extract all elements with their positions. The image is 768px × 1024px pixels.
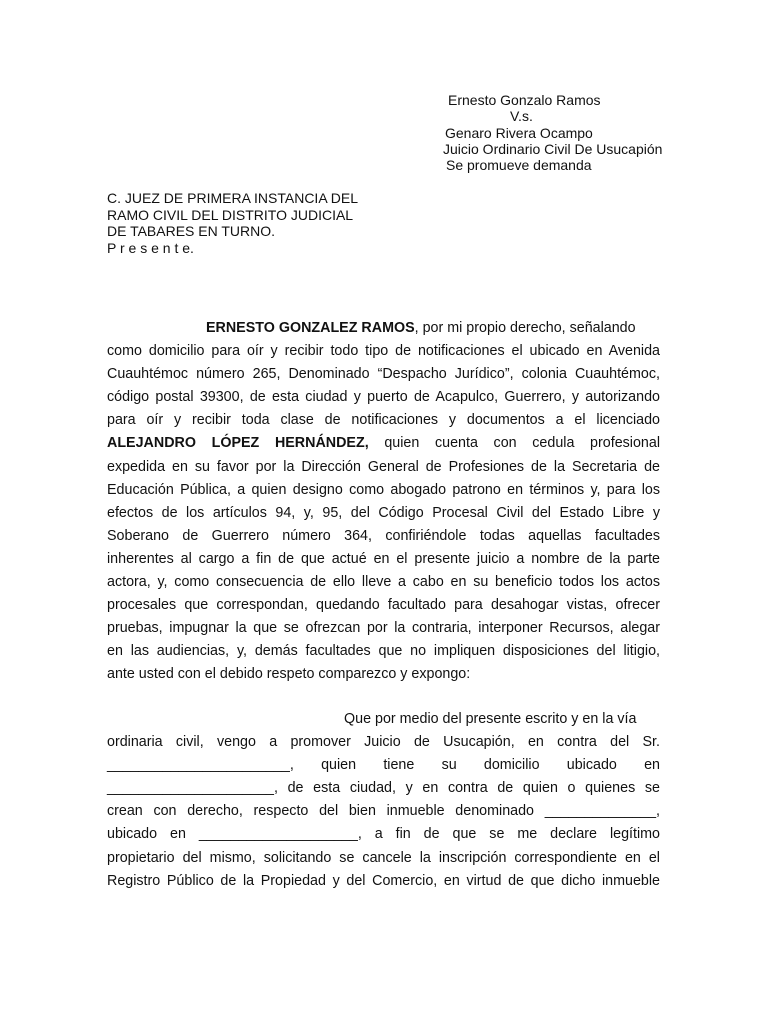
plaintiff-name: Ernesto Gonzalo Ramos: [448, 92, 601, 108]
case-type: Juicio Ordinario Civil De Usucapión: [443, 141, 663, 157]
paragraph-line: efectos de los artículos 94, y, 95, del Código Procesal Civil del Estado Libre y: [107, 504, 660, 521]
addressee-line: DE TABARES EN TURNO.: [107, 223, 276, 239]
paragraph-line: Soberano de Guerrero número 364, confiriéndole todas aquellas facultades: [107, 527, 660, 544]
paragraph-line: Educación Pública, a quien designo como abogado patrono en términos y, para los: [107, 481, 660, 498]
paragraph-line: propietario del mismo, solicitando se cancele la inscripción correspondiente en el: [107, 849, 660, 866]
case-caption-action: [446, 157, 592, 174]
paragraph-line: inherentes al cargo a fin de que actué en el presente juicio a nombre de la parte: [107, 550, 660, 567]
paragraph-line: ALEJANDRO LÓPEZ HERNÁNDEZ, quien cuenta con cedula profesional: [107, 435, 660, 452]
addressee-block: [107, 190, 358, 256]
case-caption-versus: [510, 108, 533, 125]
paragraph-line: pruebas, impugnar la que se ofrezcan por la contraria, interponer Recursos, alegar: [107, 620, 660, 637]
case-caption-defendant: [445, 125, 593, 142]
paragraph-line: expedida en su favor por la Dirección General de Profesiones de la Secretaria de: [107, 458, 660, 475]
case-caption-type: [443, 141, 662, 158]
paragraph-line: código postal 39300, de esta ciudad y puerto de Acapulco, Guerrero, y autorizando: [107, 389, 660, 406]
paragraph-line: procesales que correspondan, quedando facultado para desahogar vistas, ofrecer: [107, 597, 660, 614]
case-action: Se promueve demanda: [446, 157, 592, 173]
paragraph-line: Registro Público de la Propiedad y del Comercio, en virtud de que dicho inmueble: [107, 872, 660, 889]
paragraph-line: para oír y recibir toda clase de notificaciones y documentos a el licenciado: [107, 412, 660, 429]
addressee-line: RAMO CIVIL DEL DISTRITO JUDICIAL: [107, 206, 354, 223]
paragraph-line: Cuauhtémoc número 265, Denominado “Despacho Jurídico”, colonia Cuauhtémoc,: [107, 366, 660, 383]
paragraph-line: Que por medio del presente escrito y en la vía: [344, 711, 637, 727]
paragraph-line: ordinaria civil, vengo a promover Juicio de Usucapión, en contra del Sr.: [107, 734, 660, 751]
lawyer-bold-name: ALEJANDRO LÓPEZ HERNÁNDEZ,: [107, 435, 369, 452]
addressee-line: C. JUEZ DE PRIMERA INSTANCIA DEL: [107, 190, 359, 206]
case-caption-parties: [448, 92, 601, 109]
paragraph-line: _______________________, quien tiene su domicilio ubicado en: [107, 757, 660, 774]
paragraph-line: _____________________, de esta ciudad, y en contra de quien o quienes se: [107, 780, 660, 797]
paragraph-line: como domicilio para oír y recibir todo tipo de notificaciones el ubicado en Avenida: [107, 343, 660, 360]
versus-label: V.s.: [510, 108, 533, 124]
paragraph-claim: [107, 708, 660, 893]
paragraph-line: ERNESTO GONZALEZ RAMOS, por mi propio derecho, señalando: [206, 320, 636, 336]
addressee-presente: P r e s e n t e.: [107, 239, 194, 256]
paragraph-appearance: [107, 317, 660, 687]
paragraph-line: actora, y, como consecuencia de ello lleve a cabo en su beneficio todos los actos: [107, 574, 660, 591]
plaintiff-bold-name: ERNESTO GONZALEZ RAMOS: [206, 320, 415, 336]
defendant-name: Genaro Rivera Ocampo: [445, 125, 593, 141]
paragraph-line: en las audiencias, y, demás facultades que no impliquen disposiciones del litigio,: [107, 643, 660, 660]
paragraph-line: crean con derecho, respecto del bien inmueble denominado ______________,: [107, 803, 660, 820]
paragraph-line: ante usted con el debido respeto comparezco y expongo:: [107, 666, 471, 683]
paragraph-line: ubicado en ____________________, a fin de que se me declare legítimo: [107, 826, 660, 843]
